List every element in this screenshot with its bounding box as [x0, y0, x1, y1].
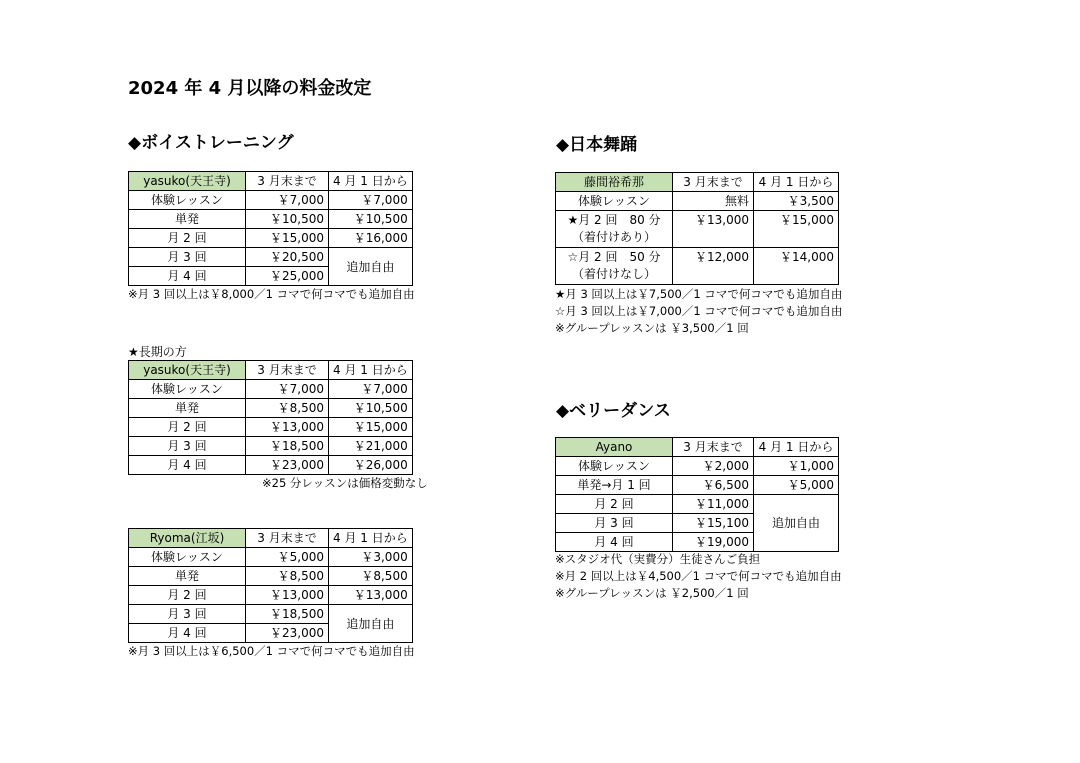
voice-price-table-yasuko-long-term — [128, 360, 413, 475]
table-row — [129, 399, 413, 418]
price-after: ￥16,000 — [329, 229, 413, 248]
teacher-name-cell: 藤間裕希那 — [556, 173, 673, 192]
table-row — [129, 548, 413, 567]
price-before: ￥8,500 — [246, 567, 329, 586]
table-row — [556, 211, 839, 248]
table-header-row — [556, 173, 839, 192]
price-before: 無料 — [673, 192, 754, 211]
price-after: ￥10,500 — [329, 399, 413, 418]
price-before: ￥19,000 — [673, 533, 754, 552]
table-row — [129, 437, 413, 456]
row-name: 月 2 回 — [129, 418, 246, 437]
row-name: 単発 — [129, 399, 246, 418]
price-before: ￥7,000 — [246, 191, 329, 210]
price-after: ￥5,000 — [754, 476, 839, 495]
voice-training-heading: ◆ボイストレーニング — [128, 133, 294, 153]
price-before: ￥23,000 — [246, 456, 329, 475]
row-name: 体験レッスン — [129, 548, 246, 567]
price-before: ￥23,000 — [246, 624, 329, 643]
long-term-label: ★長期の方 — [128, 345, 187, 359]
row-name: ★月 2 回 80 分 — [567, 213, 661, 227]
price-before: ￥18,500 — [246, 605, 329, 624]
price-before: ￥13,000 — [246, 418, 329, 437]
row-name: 月 2 回 — [556, 495, 673, 514]
row-name-two-line — [556, 211, 673, 248]
table-row — [129, 210, 413, 229]
teacher-name-cell: yasuko(天王寺) — [129, 361, 246, 380]
table-header-row — [556, 438, 839, 457]
table-row — [129, 567, 413, 586]
row-name: 体験レッスン — [129, 191, 246, 210]
row-name: 体験レッスン — [556, 457, 673, 476]
row-name: 単発→月 1 回 — [556, 476, 673, 495]
table-row — [556, 495, 839, 514]
price-before: ￥12,000 — [673, 248, 754, 285]
row-name: 月 3 回 — [129, 605, 246, 624]
table-row — [129, 248, 413, 267]
table-row — [129, 229, 413, 248]
row-name: 月 3 回 — [129, 248, 246, 267]
merged-after-cell: 追加自由 — [329, 605, 413, 643]
belly-dance-price-table — [555, 437, 839, 552]
price-before: ￥15,000 — [246, 229, 329, 248]
table-row — [556, 457, 839, 476]
note-line: ※グループレッスンは ￥2,500／1 回 — [555, 586, 749, 600]
price-before: ￥8,500 — [246, 399, 329, 418]
voice-price-table-yasuko — [128, 171, 413, 286]
nihon-buyo-notes — [555, 286, 842, 337]
teacher-name-cell: Ryoma(江坂) — [129, 529, 246, 548]
row-name: 月 3 回 — [129, 437, 246, 456]
note-line: ★月 3 回以上は￥7,500／1 コマで何コマでも追加自由 — [555, 287, 843, 301]
row-name: ☆月 2 回 50 分 — [567, 250, 661, 264]
price-before: ￥7,000 — [246, 380, 329, 399]
table-header-row — [129, 172, 413, 191]
table-row — [129, 605, 413, 624]
price-before: ￥13,000 — [673, 211, 754, 248]
table-row — [129, 586, 413, 605]
price-after: ￥10,500 — [329, 210, 413, 229]
price-before: ￥11,000 — [673, 495, 754, 514]
merged-after-cell: 追加自由 — [329, 248, 413, 286]
row-name: 月 3 回 — [556, 514, 673, 533]
note-line: ※スタジオ代（実費分）生徒さんご負担 — [555, 552, 761, 566]
row-name: 体験レッスン — [129, 380, 246, 399]
row-name: 月 4 回 — [129, 267, 246, 286]
price-after: ￥14,000 — [754, 248, 839, 285]
note-line: ☆月 3 回以上は￥7,000／1 コマで何コマでも追加自由 — [555, 304, 843, 318]
table-header-row — [129, 529, 413, 548]
price-after: ￥3,000 — [329, 548, 413, 567]
price-after: ￥1,000 — [754, 457, 839, 476]
price-before: ￥5,000 — [246, 548, 329, 567]
column-header-before: 3 月末まで — [246, 172, 329, 191]
table-row — [129, 456, 413, 475]
note-line: ※月 2 回以上は￥4,500／1 コマで何コマでも追加自由 — [555, 569, 842, 583]
belly-dance-notes — [555, 551, 842, 602]
page-title: 2024 年 4 月以降の料金改定 — [128, 78, 372, 99]
voice-table1-note: ※月 3 回以上は￥8,000／1 コマで何コマでも追加自由 — [128, 287, 415, 301]
row-name: 単発 — [129, 210, 246, 229]
merged-after-cell: 追加自由 — [754, 495, 839, 552]
teacher-name-cell: Ayano — [556, 438, 673, 457]
row-name: 単発 — [129, 567, 246, 586]
column-header-after: 4 月 1 日から — [329, 529, 413, 548]
teacher-name-cell: yasuko(天王寺) — [129, 172, 246, 191]
row-name-two-line — [556, 248, 673, 285]
note-line: ※グループレッスンは ￥3,500／1 回 — [555, 321, 749, 335]
row-name: 月 4 回 — [129, 624, 246, 643]
voice-table3-note: ※月 3 回以上は￥6,500／1 コマで何コマでも追加自由 — [128, 644, 415, 658]
price-before: ￥20,500 — [246, 248, 329, 267]
price-before: ￥15,100 — [673, 514, 754, 533]
price-after: ￥7,000 — [329, 380, 413, 399]
column-header-after: 4 月 1 日から — [754, 173, 839, 192]
price-before: ￥18,500 — [246, 437, 329, 456]
nihon-buyo-heading: ◆日本舞踊 — [556, 135, 638, 155]
column-header-after: 4 月 1 日から — [329, 361, 413, 380]
price-after: ￥15,000 — [329, 418, 413, 437]
row-subname: （着付けなし） — [571, 267, 656, 281]
row-name: 体験レッスン — [556, 192, 673, 211]
voice-table2-note: ※25 分レッスンは価格変動なし — [262, 476, 428, 490]
voice-price-table-ryoma — [128, 528, 413, 643]
column-header-after: 4 月 1 日から — [754, 438, 839, 457]
column-header-before: 3 月末まで — [673, 173, 754, 192]
row-name: 月 2 回 — [129, 229, 246, 248]
table-row — [129, 191, 413, 210]
price-before: ￥2,000 — [673, 457, 754, 476]
price-after: ￥8,500 — [329, 567, 413, 586]
column-header-before: 3 月末まで — [246, 361, 329, 380]
table-row — [129, 418, 413, 437]
column-header-after: 4 月 1 日から — [329, 172, 413, 191]
column-header-before: 3 月末まで — [246, 529, 329, 548]
price-before: ￥6,500 — [673, 476, 754, 495]
row-name: 月 2 回 — [129, 586, 246, 605]
price-before: ￥10,500 — [246, 210, 329, 229]
row-name: 月 4 回 — [129, 456, 246, 475]
price-after: ￥15,000 — [754, 211, 839, 248]
row-name: 月 4 回 — [556, 533, 673, 552]
price-before: ￥25,000 — [246, 267, 329, 286]
price-after: ￥3,500 — [754, 192, 839, 211]
row-subname: （着付けあり） — [571, 230, 656, 244]
price-after: ￥13,000 — [329, 586, 413, 605]
table-row — [129, 380, 413, 399]
price-before: ￥13,000 — [246, 586, 329, 605]
table-row — [556, 476, 839, 495]
price-after: ￥7,000 — [329, 191, 413, 210]
belly-dance-heading: ◆ベリーダンス — [556, 401, 671, 421]
table-row — [556, 192, 839, 211]
table-row — [556, 248, 839, 285]
price-after: ￥26,000 — [329, 456, 413, 475]
column-header-before: 3 月末まで — [673, 438, 754, 457]
nihon-buyo-price-table — [555, 172, 839, 285]
price-after: ￥21,000 — [329, 437, 413, 456]
table-header-row — [129, 361, 413, 380]
